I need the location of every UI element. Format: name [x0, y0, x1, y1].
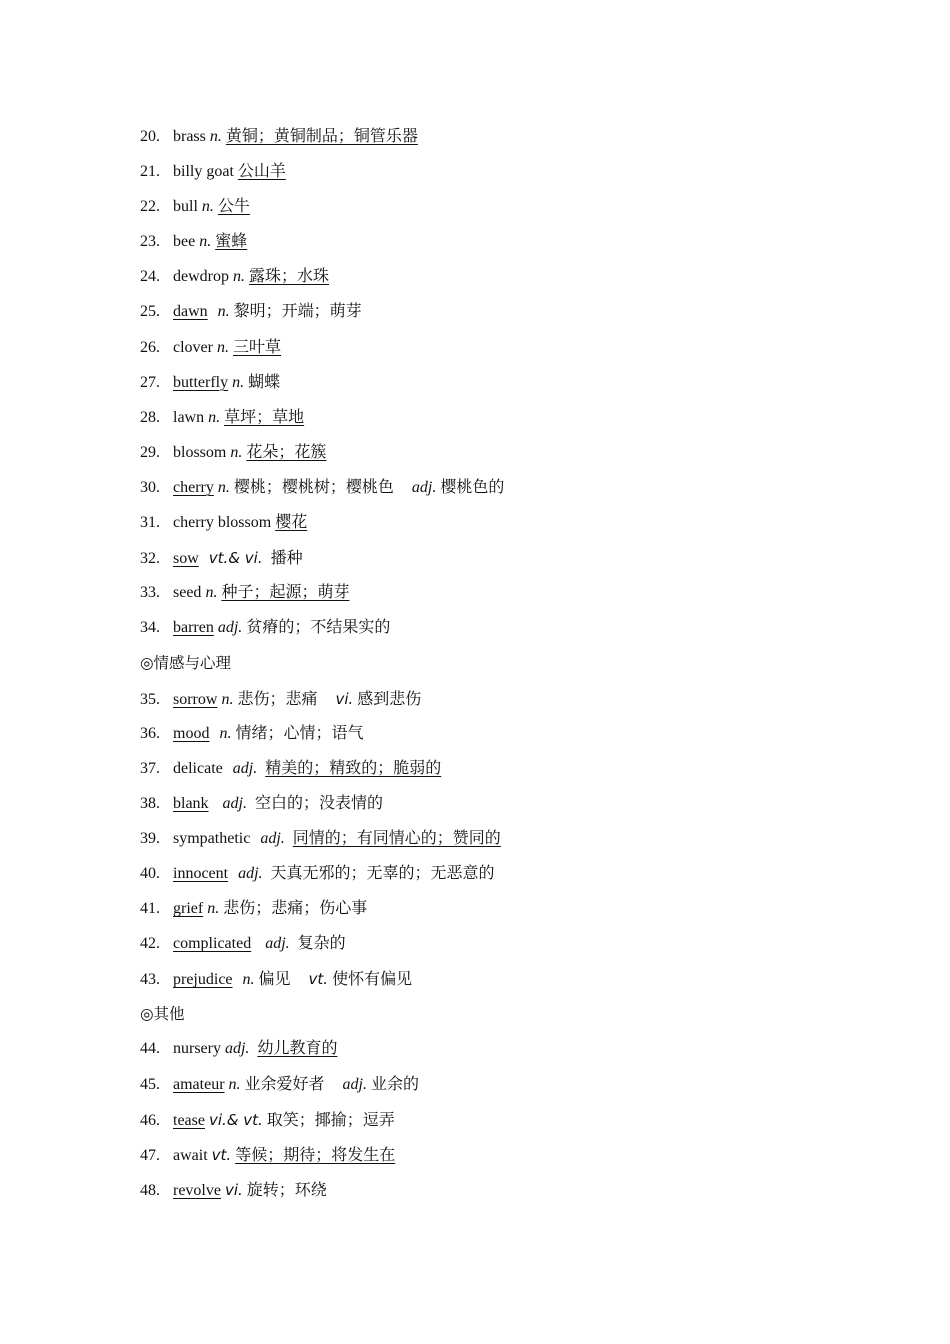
list-item [140, 686, 860, 721]
list-item [140, 721, 860, 756]
list-item [140, 545, 860, 580]
part-of-speech: vt.& vi. [208, 549, 263, 568]
part-of-speech: n. [242, 971, 255, 989]
item-number: 30. [140, 478, 160, 496]
list-item [140, 1036, 860, 1071]
item-word: cherry blossom [173, 514, 272, 532]
part-of-speech-secondary: adj. [411, 478, 437, 496]
item-number: 22. [140, 198, 160, 216]
part-of-speech: adj. [232, 759, 258, 777]
part-of-speech: n. [199, 233, 212, 251]
item-number: 32. [140, 550, 160, 568]
list-item [140, 615, 860, 650]
list-item [140, 229, 860, 264]
part-of-speech: n. [201, 198, 214, 216]
item-number: 47. [140, 1146, 160, 1164]
item-meaning: 种子；起源；萌芽 [221, 584, 350, 602]
item-meaning-secondary: 樱桃色的 [440, 478, 505, 496]
item-number: 46. [140, 1111, 160, 1129]
item-meaning-secondary: 使怀有偏见 [332, 971, 413, 989]
item-meaning: 取笑；揶揄；逗弄 [266, 1111, 395, 1129]
item-number: 42. [140, 935, 160, 953]
item-meaning: 贫瘠的；不结果实的 [246, 619, 391, 637]
part-of-speech: n. [217, 303, 230, 321]
list-item [140, 299, 860, 334]
item-meaning: 空白的；没表情的 [255, 794, 384, 812]
item-meaning: 樱桃；樱桃树；樱桃色 [233, 478, 394, 496]
item-number: 31. [140, 514, 160, 532]
item-number: 36. [140, 724, 160, 742]
item-number: 40. [140, 864, 160, 882]
item-word: blossom [173, 443, 227, 461]
item-meaning: 业余爱好者 [244, 1075, 325, 1093]
item-meaning: 旋转；环绕 [246, 1181, 327, 1199]
item-number: 43. [140, 971, 160, 989]
item-meaning: 等候；期待；将发生在 [235, 1146, 396, 1164]
item-word: dewdrop [173, 268, 229, 286]
list-item [140, 756, 860, 791]
item-word: sympathetic [173, 829, 251, 847]
list-item [140, 475, 860, 510]
item-number: 24. [140, 268, 160, 286]
item-meaning-secondary: 感到悲伤 [357, 690, 422, 708]
item-number: 23. [140, 233, 160, 251]
part-of-speech: adj. [222, 794, 247, 812]
part-of-speech: adj. [260, 829, 285, 847]
item-meaning: 公山羊 [237, 163, 286, 181]
part-of-speech: adj. [217, 619, 243, 637]
item-number: 29. [140, 443, 160, 461]
item-word: bull [173, 198, 198, 216]
item-word: revolve [173, 1181, 221, 1199]
item-meaning: 黎明；开端；萌芽 [233, 303, 362, 321]
item-number: 28. [140, 408, 160, 426]
item-meaning: 精美的；精致的；脆弱的 [265, 759, 442, 777]
item-number: 44. [140, 1040, 160, 1058]
item-word: butterfly [173, 373, 229, 391]
list-item [140, 1177, 860, 1212]
item-number: 48. [140, 1181, 160, 1199]
list-item [140, 1107, 860, 1142]
item-meaning: 播种 [270, 550, 303, 568]
item-word: mood [173, 724, 210, 742]
item-meaning: 天真无邪的；无辜的；无恶意的 [270, 864, 495, 882]
list-item [140, 440, 860, 475]
item-meaning: 悲伤；悲痛 [237, 690, 318, 708]
part-of-speech: vi.& vt. [208, 1110, 263, 1129]
part-of-speech: adj. [224, 1040, 250, 1058]
item-meaning: 黄铜；黄铜制品；铜管乐器 [225, 128, 418, 145]
list-item [140, 896, 860, 931]
part-of-speech: n. [232, 268, 245, 286]
item-number: 39. [140, 829, 160, 847]
part-of-speech: n. [230, 443, 243, 461]
item-word: clover [173, 338, 213, 356]
part-of-speech: adj. [238, 864, 263, 882]
item-number: 33. [140, 584, 160, 602]
item-meaning: 三叶草 [232, 338, 281, 356]
item-word: bee [173, 233, 196, 251]
item-word: billy goat [173, 163, 234, 181]
item-number: 38. [140, 794, 160, 812]
list-item [140, 335, 860, 370]
list-item [140, 580, 860, 615]
item-meaning: 露珠；水珠 [248, 268, 329, 286]
list-item [140, 1142, 860, 1177]
list-item [140, 791, 860, 826]
vocabulary-list [140, 124, 860, 1212]
item-number: 45. [140, 1075, 160, 1093]
list-item [140, 861, 860, 896]
item-meaning: 公牛 [217, 198, 250, 216]
item-word: sorrow [173, 690, 218, 708]
item-meaning: 蜜蜂 [215, 233, 248, 251]
item-number: 37. [140, 759, 160, 777]
item-word: delicate [173, 759, 223, 777]
item-meaning: 幼儿教育的 [257, 1040, 338, 1058]
part-of-speech: n. [209, 128, 222, 145]
item-meaning-secondary: 业余的 [371, 1075, 420, 1093]
item-number: 21. [140, 163, 160, 181]
item-word: amateur [173, 1075, 225, 1093]
item-number: 25. [140, 303, 160, 321]
part-of-speech: n. [219, 724, 232, 742]
item-number: 35. [140, 690, 160, 708]
part-of-speech: n. [221, 690, 234, 708]
item-meaning: 情绪；心情；语气 [235, 724, 364, 742]
section-heading-other: ◎其他 [140, 1005, 185, 1024]
part-of-speech-secondary: adj. [342, 1075, 367, 1093]
item-word: blank [173, 794, 209, 812]
part-of-speech-secondary: vt. [308, 970, 329, 989]
section-heading-emotion: ◎情感与心理 [140, 654, 232, 673]
item-number: 41. [140, 900, 160, 918]
part-of-speech-secondary: vi. [335, 689, 354, 708]
item-meaning: 同情的；有同情心的；赞同的 [292, 829, 501, 847]
list-item [140, 405, 860, 440]
item-word: lawn [173, 408, 205, 426]
item-word: dawn [173, 303, 208, 321]
part-of-speech: vi. [224, 1180, 243, 1199]
item-meaning: 悲伤；悲痛；伤心事 [223, 900, 368, 918]
item-number: 20. [140, 128, 160, 145]
item-word: prejudice [173, 971, 233, 989]
list-item [140, 159, 860, 194]
item-word: tease [173, 1111, 205, 1129]
list-item [140, 931, 860, 966]
item-word: innocent [173, 864, 229, 882]
item-meaning: 草坪；草地 [224, 408, 305, 426]
part-of-speech: n. [232, 373, 245, 391]
part-of-speech: n. [205, 584, 218, 602]
part-of-speech: adj. [265, 935, 290, 953]
list-item [140, 510, 860, 545]
part-of-speech: n. [208, 408, 221, 426]
item-meaning: 蝴蝶 [248, 373, 281, 391]
list-item [140, 370, 860, 405]
item-word: barren [173, 619, 214, 637]
item-word: seed [173, 584, 202, 602]
part-of-speech: n. [207, 900, 220, 918]
list-item [140, 1072, 860, 1107]
list-item [140, 966, 860, 1001]
item-word: sow [173, 550, 199, 568]
part-of-speech: vt. [211, 1145, 232, 1164]
item-word: cherry [173, 478, 214, 496]
item-meaning: 樱花 [275, 514, 308, 532]
item-number: 34. [140, 619, 160, 637]
item-word: nursery [173, 1040, 221, 1058]
item-word: complicated [173, 935, 252, 953]
item-word: await [173, 1146, 208, 1164]
item-meaning: 偏见 [258, 971, 291, 989]
item-word: brass [173, 128, 206, 145]
item-number: 26. [140, 338, 160, 356]
part-of-speech: n. [228, 1075, 241, 1093]
list-item [140, 124, 860, 159]
list-item [140, 826, 860, 861]
list-item [140, 264, 860, 299]
part-of-speech: n. [216, 338, 229, 356]
item-meaning: 复杂的 [297, 935, 346, 953]
item-number: 27. [140, 373, 160, 391]
item-word: grief [173, 900, 204, 918]
list-item [140, 194, 860, 229]
item-meaning: 花朵；花簇 [246, 443, 327, 461]
part-of-speech: n. [217, 478, 230, 496]
